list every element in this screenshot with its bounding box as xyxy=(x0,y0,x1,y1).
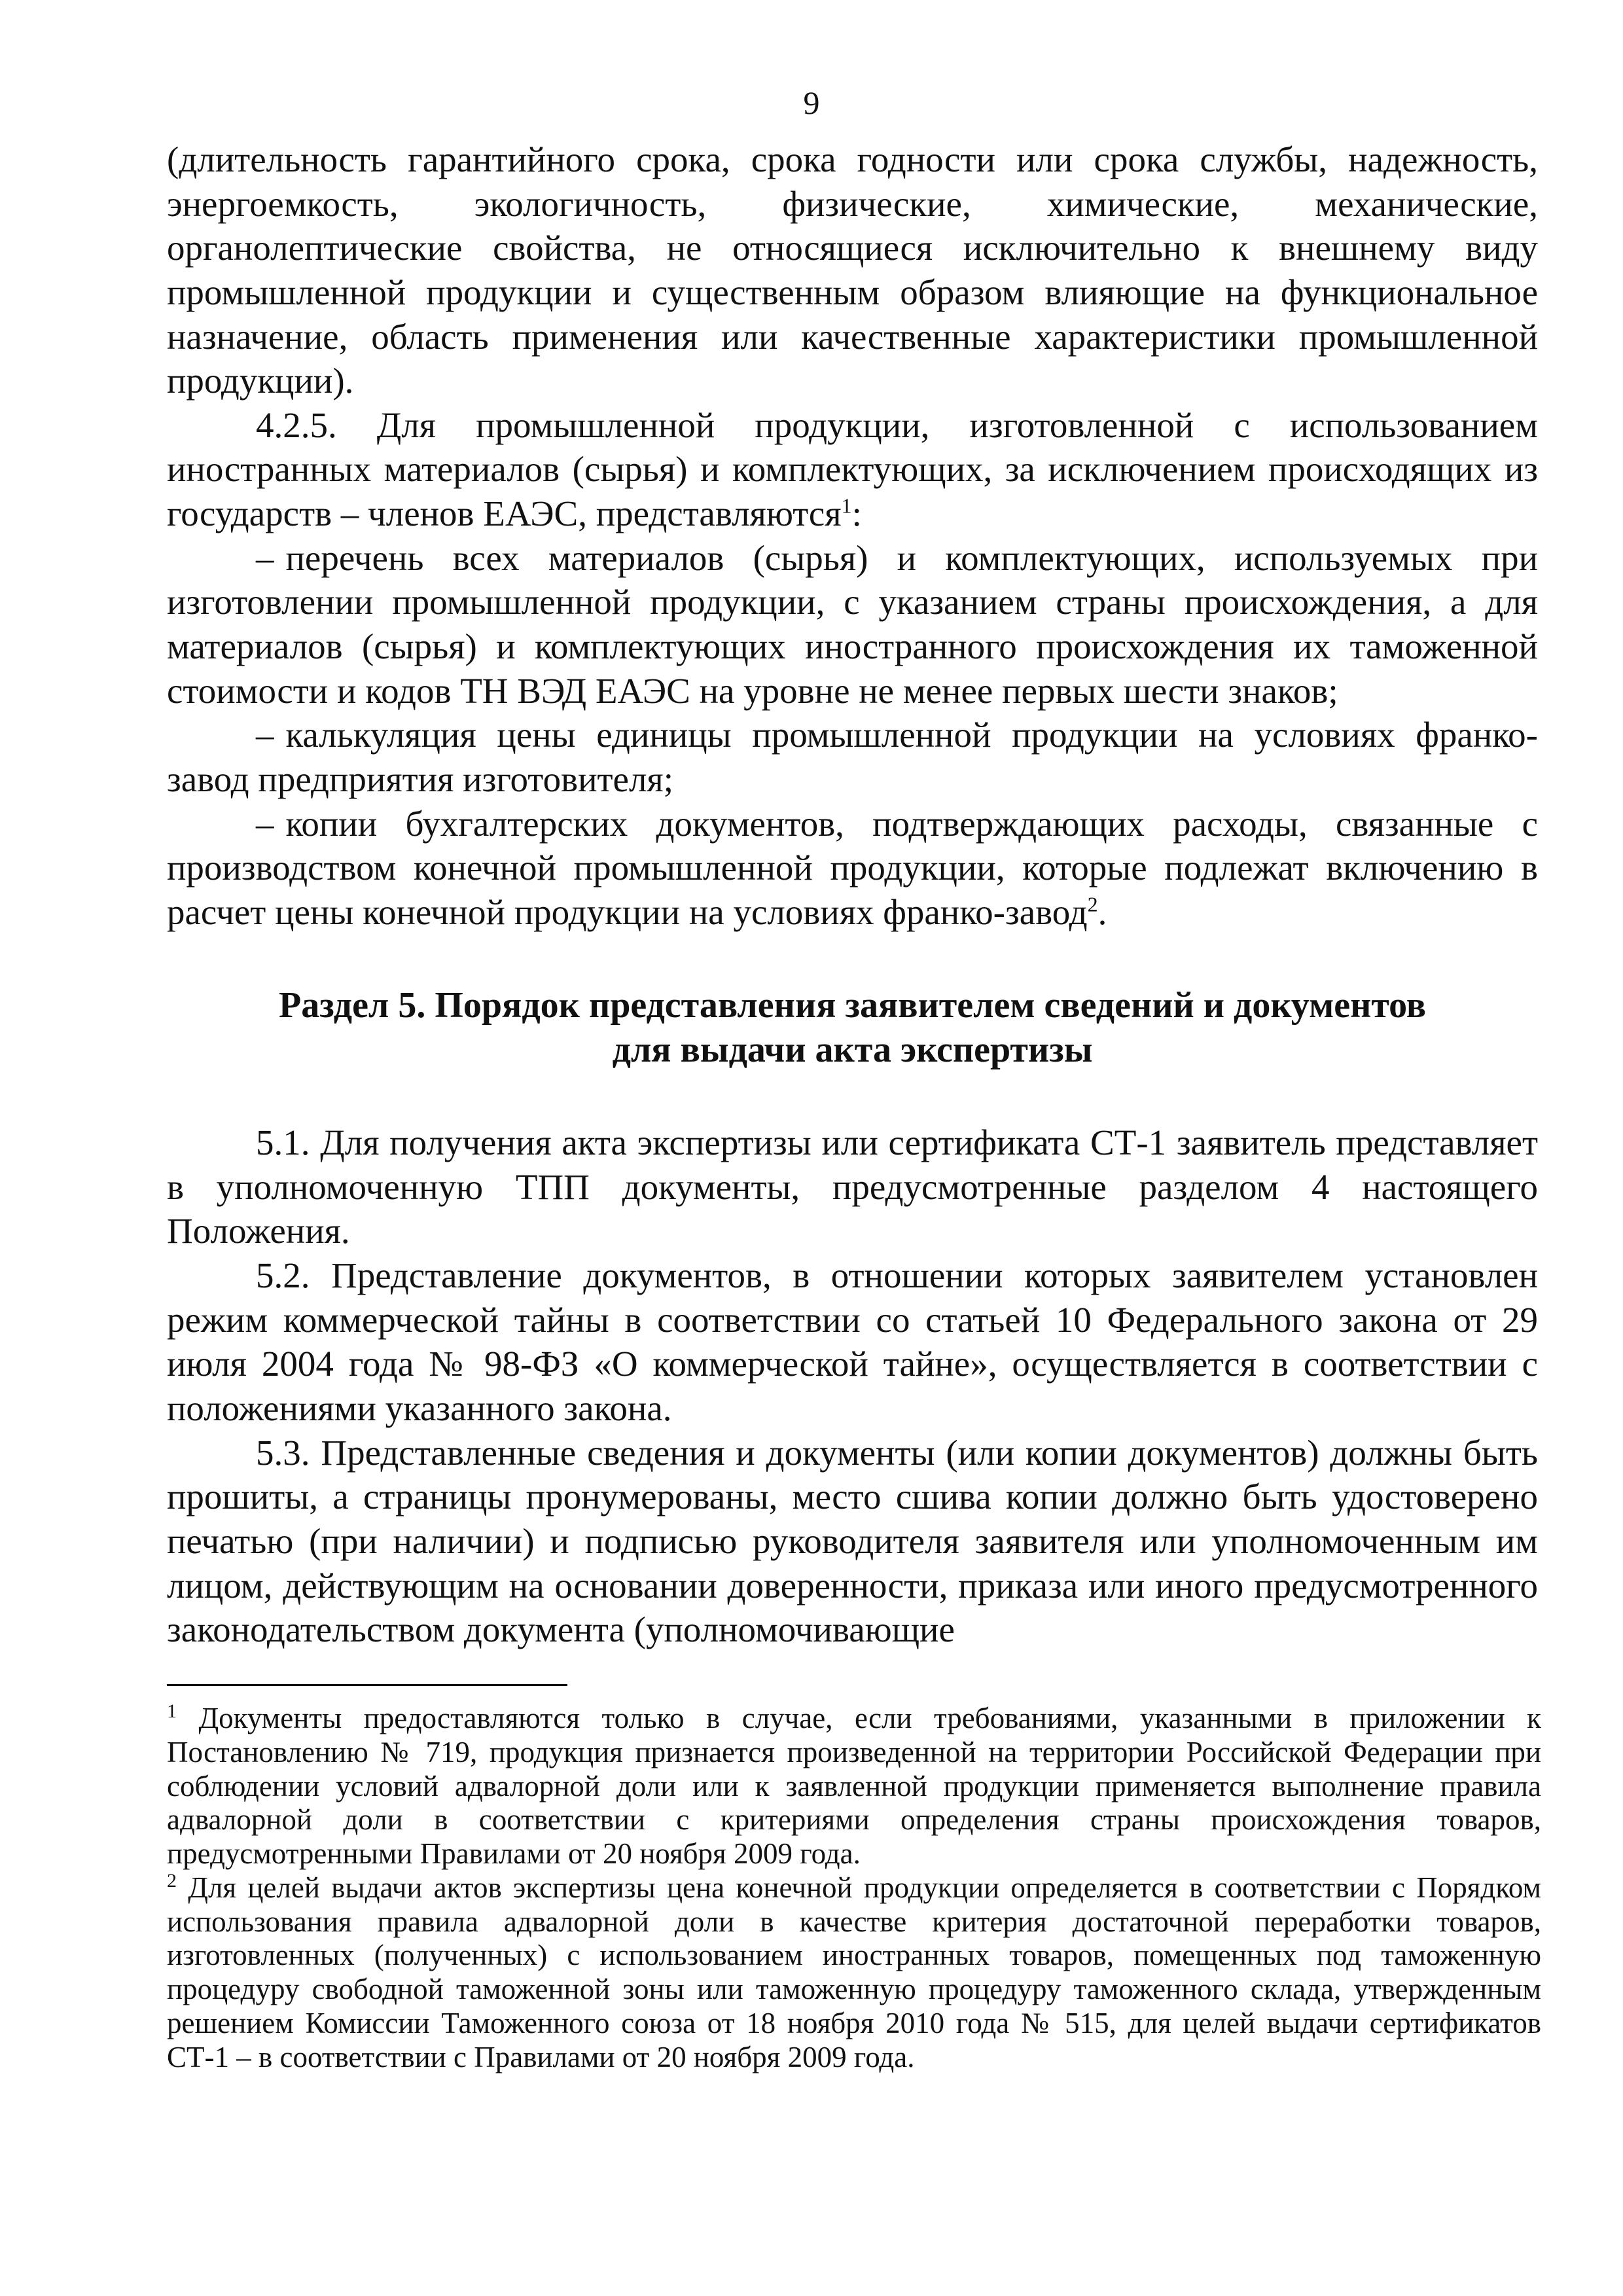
paragraph-5-3: 5.3. Представленные сведения и документы (или копии документов) должны быть прошиты, а страницы пронумерованы, место сшива копии должно быть удостоверено печатью (при наличии) и подписью руководителя заявителя или уполномоченным им лицом, действующим на основании доверенности, приказа или иного предусмотренного законодательством документа (уполномочивающие xyxy=(167,1432,1538,1650)
list-dash: – xyxy=(256,537,274,578)
footnote-2-mark: 2 xyxy=(167,1869,177,1892)
footnote-1-mark: 1 xyxy=(167,1700,177,1722)
footnotes xyxy=(167,1702,1541,2074)
section-5-title-line-1: Раздел 5. Порядок представления заявителем сведений и документов xyxy=(279,984,1426,1026)
list-item-materials xyxy=(167,536,1538,713)
paragraph-4-2-5-colon: : xyxy=(851,493,862,534)
list-dash: – xyxy=(256,803,274,844)
paragraph-5-2: 5.2. Представление документов, в отношении которых заявителем установлен режим коммерческой тайны в соответствии со статьей 10 Федерального закона от 29 июля 2004 года № 98-ФЗ «О коммерческой тайне», осуществляется в соответствии с положениями указанного закона. xyxy=(167,1255,1538,1428)
list-item-accounting-period: . xyxy=(1097,891,1107,932)
footnote-ref-1[interactable]: 1 xyxy=(841,493,852,518)
list-item-accounting-text: копии бухгалтерских документов, подтверждающих расходы, связанные с производством конечной промышленной продукции, которые подлежат включению в расчет цены конечной продукции на условиях франко-завод xyxy=(167,803,1538,932)
footnote-ref-2[interactable]: 2 xyxy=(1087,892,1098,916)
list-item-materials-text: перечень всех материалов (сырья) и комплектующих, используемых при изготовлении промышленной продукции, с указанием страны происхождения, а для материалов (сырья) и комплектующих иностранного происхождения их таможенной стоимости и кодов ТН ВЭД ЕАЭС на уровне не менее первых шести знаков; xyxy=(167,537,1538,711)
footnote-2-text: Для целей выдачи актов экспертизы цена конечной продукции определяется в соответствии с Порядком использования правила адвалорной доли в качестве критерия достаточной переработки товаров, изготовленных (полученных) с использованием иностранных товаров, помещенных под таможенную процедуру свободной таможенной зоны или таможенную процедуру таможенного склада, утвержденным решением Комиссии Таможенного союза от 18 ноября 2010 года № 515, для целей выдачи сертификатов СТ-1 – в соответствии с Правилами от 20 ноября 2009 года. xyxy=(167,1871,1541,2073)
footnote-separator xyxy=(167,1684,567,1686)
page-number: 9 xyxy=(803,84,820,121)
list-dash: – xyxy=(256,715,274,755)
list-item-calculation-text: калькуляция цены единицы промышленной продукции на условиях франко-завод предприятия изготовителя; xyxy=(167,715,1538,799)
paragraph-4-2-5 xyxy=(167,403,1538,536)
section-5-title-line-2: для выдачи акта экспертизы xyxy=(612,1029,1093,1070)
main-text xyxy=(167,137,1538,1652)
footnote-1 xyxy=(167,1702,1541,1871)
list-item-accounting xyxy=(167,802,1538,935)
paragraph-5-1: 5.1. Для получения акта экспертизы или сертификата СТ-1 заявитель представляет в уполномоченную ТПП документы, предусмотренные разделом 4 настоящего Положения. xyxy=(167,1122,1538,1251)
paragraph-continuation: (длительность гарантийного срока, срока годности или срока службы, надежность, энергоемкость, экологичность, физические, химические, механические, органолептические свойства, не относящиеся исключительно к внешнему виду промышленной продукции и существенным образом влияющие на функциональное назначение, область применения или качественные характеристики промышленной продукции). xyxy=(167,139,1538,401)
section-5-title xyxy=(167,983,1538,1073)
list-item-calculation xyxy=(167,713,1538,801)
paragraph-4-2-5-text: 4.2.5. Для промышленной продукции, изготовленной с использованием иностранных материалов (сырья) и комплектующих, за исключением происходящих из государств – членов ЕАЭС, представляются xyxy=(167,404,1538,534)
footnote-2 xyxy=(167,1871,1541,2075)
footnote-1-text: Документы предоставляются только в случае, если требованиями, указанными в приложении к Постановлению № 719, продукция признается произведенной на территории Российской Федерации при соблюдении условий адвалорной доли или к заявленной продукции применяется выполнение правила адвалорной доли в соответствии с критериями определения страны происхождения товаров, предусмотренными Правилами от 20 ноября 2009 года. xyxy=(167,1702,1541,1870)
